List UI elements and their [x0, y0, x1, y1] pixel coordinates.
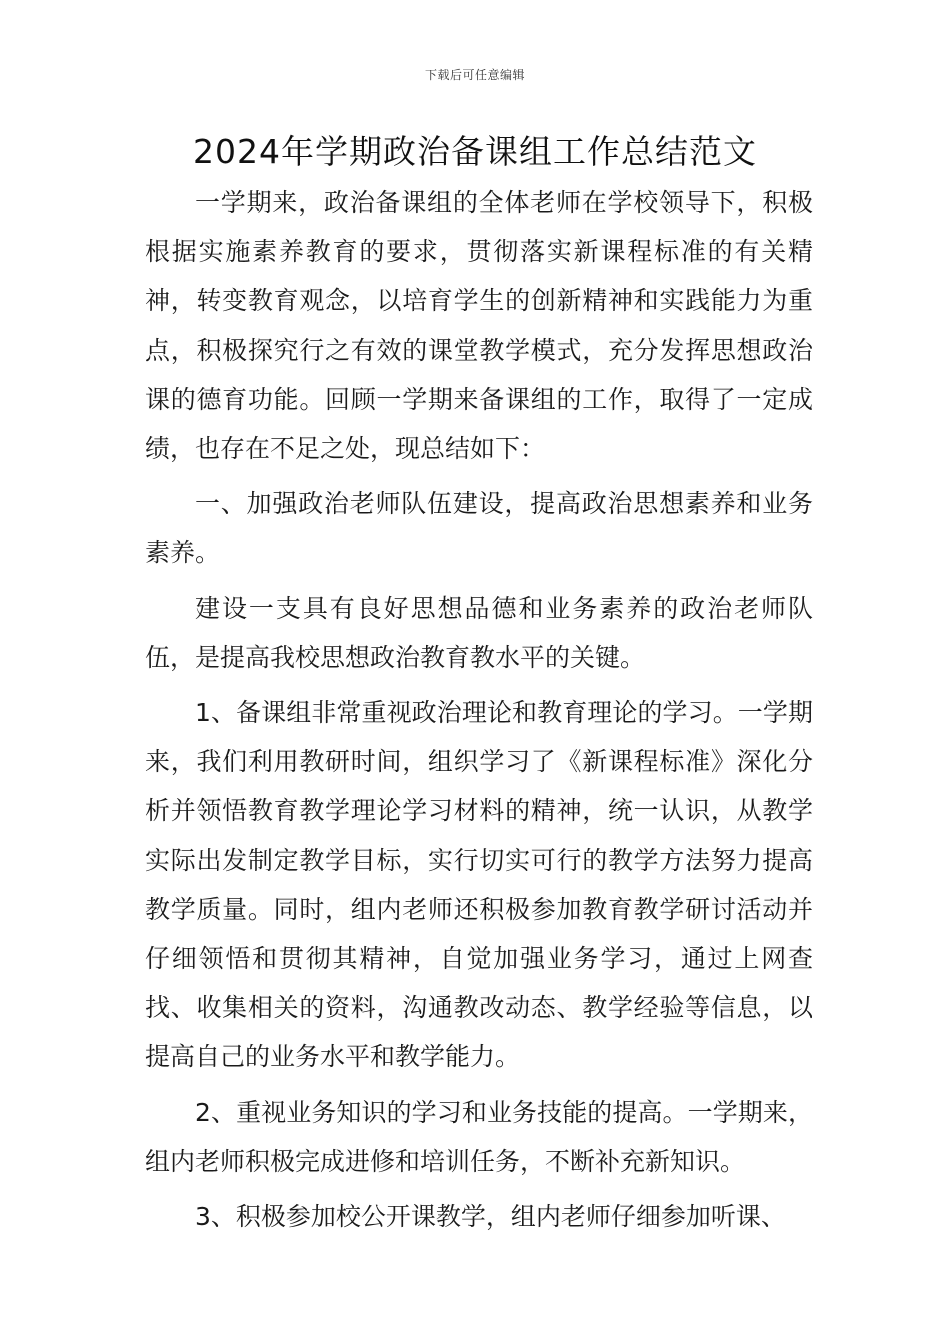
paragraph-intro: 一学期来，政治备课组的全体老师在学校领导下，积极根据实施素养教育的要求，贯彻落实新课程标准的有关精神，转变教育观念，以培育学生的创新精神和实践能力为重点，积极探究行之有效的课堂教学模式，充分发挥思想政治课的德育功能。回顾一学期来备课组的工作，取得了一定成绩，也存在不足之处，现总结如下： [145, 188, 813, 464]
header-note: 下载后可任意编辑 [424, 68, 525, 82]
paragraph-item-2: 2、重视业务知识的学习和业务技能的提高。一学期来，组内老师积极完成进修和培训任务，不断补充新知识。 [145, 1097, 813, 1176]
document-body [145, 178, 813, 1247]
paragraph-item-1: 1、备课组非常重视政治理论和教育理论的学习。一学期来，我们利用教研时间，组织学习了《新课程标准》深化分析并领悟教育教学理论学习材料的精神，统一认识，从教学实际出发制定教学目标，实行切实可行的教学方法努力提高教学质量。同时，组内老师还积极参加教育教学研讨活动并仔细领悟和贯彻其精神，自觉加强业务学习，通过上网查找、收集相关的资料，沟通教改动态、教学经验等信息，以提高自己的业务水平和教学能力。 [145, 698, 813, 1072]
document-title: 2024年学期政治备课组工作总结范文 [193, 132, 757, 171]
paragraph-item-3: 3、积极参加校公开课教学，组内老师仔细参加听课、 [195, 1202, 786, 1232]
paragraph: 建设一支具有良好思想品德和业务素养的政治老师队伍，是提高我校思想政治教育教水平的关键。 [145, 593, 813, 672]
paragraph-section-heading: 一、加强政治老师队伍建设，提高政治思想素养和业务素养。 [145, 489, 813, 568]
